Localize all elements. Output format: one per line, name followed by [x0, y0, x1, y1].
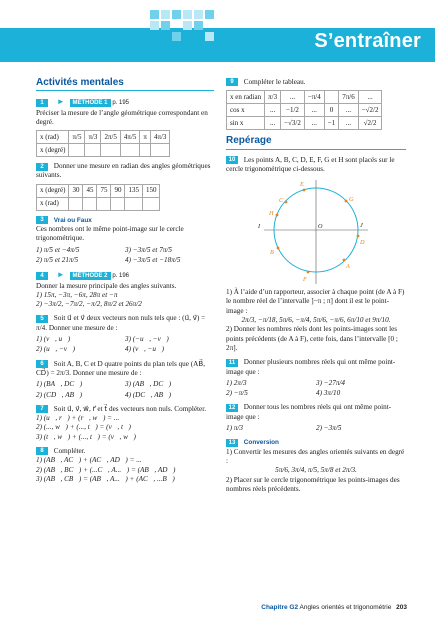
exercise-text: Préciser la mesure de l’angle géométrique correspondant en degré. — [36, 108, 208, 126]
right-column — [226, 78, 406, 494]
exercise-text: Donner tous les nombres réels qui ont même point-image que : — [226, 403, 392, 421]
point-label: F — [303, 276, 307, 284]
cell: π — [140, 131, 151, 144]
arrow-icon: ► — [56, 97, 65, 107]
item: 3) (−u⃗, −v⃗) — [125, 335, 169, 344]
item: 2) (..., w⃗) + (..., t⃗) = (v⃗, t⃗) — [36, 423, 131, 432]
exercise-text: Donner une mesure en radian des angles géométriques suivants. — [36, 162, 211, 180]
trig-circle — [256, 178, 376, 288]
item-grid — [226, 379, 406, 399]
point-label: E — [300, 181, 304, 189]
exercise-number: 1 — [36, 99, 48, 107]
cell: 2π/5 — [101, 131, 120, 144]
empty-cell — [120, 144, 139, 157]
exercise-10 — [226, 156, 406, 354]
cell: 4π/5 — [120, 131, 139, 144]
point-label: A — [346, 263, 350, 271]
exercise-9 — [226, 78, 406, 130]
empty-cell — [140, 144, 151, 157]
row-label: x (rad) — [37, 197, 69, 210]
left-column — [36, 78, 214, 484]
cell — [324, 91, 338, 104]
cell: 150 — [142, 184, 160, 197]
cell: 45 — [83, 184, 97, 197]
exercise-number: 8 — [36, 447, 48, 455]
exercise-text: Soit A, B, C et D quatre points du plan tels que (AB⃗, CD⃗) = 2π/3. Donner une mesure de : — [36, 359, 206, 377]
empty-cell — [69, 197, 83, 210]
cell: ... — [265, 104, 281, 117]
item: 2) (CD⃗, AB⃗) — [36, 390, 82, 399]
cell: 4π/3 — [150, 131, 169, 144]
cell: 30 — [69, 184, 83, 197]
cell: −π/4 — [304, 91, 324, 104]
arrow-icon: ► — [56, 270, 65, 280]
item: 1) (u⃗, r⃗) + (r⃗, w⃗) = ... — [36, 414, 120, 423]
cell: 90 — [111, 184, 125, 197]
row-label: sin x — [227, 117, 265, 130]
exercise-text: Soit u⃗, v⃗, w⃗, r⃗ et t⃗ des vecteurs non nuls. Compléter. — [53, 404, 207, 413]
exercise-12 — [226, 403, 406, 433]
method-badge: MÉTHODE 2 — [70, 272, 111, 280]
question-2: 2) Placer sur le cercle trigonométrique les points-images des nombres réels précédents. — [226, 475, 400, 493]
section-title-reperage: Repérage — [226, 136, 406, 149]
cell: ... — [281, 91, 305, 104]
exercise-text: Donner plusieurs nombres réels qui ont même point-image que : — [226, 358, 396, 376]
exercise-number: 12 — [226, 404, 238, 412]
empty-cell — [142, 197, 160, 210]
question-1: 1) Convertir les mesures des angles orientés suivants en degré : — [226, 447, 405, 465]
question-1: 1) À l’aide d’un rapporteur, associer à chaque point (de A à F) le nombre réel de l’intervalle ]−π ; π] dont il est le point-image : — [226, 288, 405, 315]
table-trig-values — [226, 90, 382, 130]
exercise-number: 2 — [36, 163, 48, 171]
point-label: B — [270, 249, 274, 257]
exercise-5 — [36, 314, 214, 354]
item: 3) (AB⃗, CB⃗) = (AB⃗, A...⃗) + (AC⃗, ...B⃗) — [36, 474, 175, 483]
exercise-number: 13 — [226, 439, 238, 447]
point-label: I — [258, 223, 261, 231]
value-list: 5π/6, 3π/4, π/5, 5π/8 et 2π/3. — [275, 466, 357, 475]
exercise-text: Donner la mesure principale des angles suivants. — [36, 281, 177, 290]
exercise-1 — [36, 97, 214, 157]
item: 1) (AB⃗, AC⃗) + (AC⃗, AD⃗) = ... — [36, 456, 142, 465]
exercise-number: 6 — [36, 360, 48, 368]
exercise-text: Les points A, B, C, D, E, F, G et H sont placés sur le cercle trigonométrique ci-dessous. — [226, 155, 395, 173]
empty-cell — [150, 144, 169, 157]
exercise-number: 9 — [226, 78, 238, 86]
section-title-mental: Activités mentales — [36, 78, 214, 91]
item: 1) π/3 — [226, 424, 243, 433]
cell: ... — [358, 91, 382, 104]
decorative-squares — [150, 10, 220, 62]
item: 3) −27π/4 — [316, 378, 346, 387]
item: 4) 3π/10 — [316, 389, 341, 398]
page-footer — [261, 604, 407, 611]
item: 1) π/5 et −4π/5 — [36, 245, 80, 254]
empty-cell — [125, 197, 143, 210]
cell: ... — [304, 104, 324, 117]
page-title: S’entraîner — [314, 30, 421, 52]
exercise-number: 5 — [36, 315, 48, 323]
item-grid — [36, 246, 214, 266]
empty-cell — [69, 144, 85, 157]
empty-cell — [111, 197, 125, 210]
point-label: G — [349, 196, 354, 204]
item: 1) (BA⃗, DC⃗) — [36, 380, 83, 389]
empty-cell — [101, 144, 120, 157]
point-label: O — [318, 223, 323, 231]
exercise-number: 3 — [36, 216, 48, 224]
item: 3) −3π/5 et 7π/5 — [125, 245, 172, 254]
item-grid — [36, 380, 214, 400]
exercise-subtitle: Conversion — [243, 439, 279, 447]
point-label: H — [269, 210, 274, 218]
exercise-7 — [36, 405, 214, 442]
item-grid — [36, 335, 214, 355]
row-label: x (degré) — [37, 184, 69, 197]
empty-cell — [83, 197, 97, 210]
exercise-2 — [36, 162, 214, 211]
page-reference: p. 196 — [112, 273, 130, 280]
value-list: 2π/3, −π/18, 5π/6, −π/4, 5π/6, −π/6, 6π/10 et 9π/10. — [241, 316, 391, 325]
exercise-6 — [36, 360, 214, 400]
item: 3) (t⃗, w⃗) + (..., t⃗) = (v⃗, w⃗) — [36, 432, 136, 441]
exercise-text: Compléter le tableau. — [243, 78, 306, 86]
exercise-3 — [36, 216, 214, 265]
item: 2) −π/5 — [226, 389, 248, 398]
trig-circle-figure — [256, 178, 376, 288]
method-badge: MÉTHODE 1 — [70, 99, 111, 107]
cell: ... — [339, 117, 358, 130]
exercise-number: 7 — [36, 405, 48, 413]
page-reference: p. 195 — [112, 100, 130, 107]
point-label: J — [360, 222, 363, 230]
page-number: 203 — [396, 604, 407, 611]
exercise-text: Compléter. — [53, 447, 86, 456]
item: 4) (v⃗, −u⃗) — [125, 345, 164, 354]
cell: ... — [339, 104, 358, 117]
exercise-4 — [36, 270, 214, 309]
cell: −1/2 — [281, 104, 305, 117]
row-label: x en radian — [227, 91, 265, 104]
question-2: 2) Donner les nombres réels dont les points-images sont les points précédents (de A à F), cette fois, dans l’intervalle [0 ; 2π]. — [226, 325, 398, 352]
exercise-text: Ces nombres ont le même point-image sur le cercle trigonométrique. — [36, 225, 184, 243]
row-label: cos x — [227, 104, 265, 117]
cell: 7π/6 — [339, 91, 358, 104]
item: 4) (DC⃗, AB⃗) — [125, 390, 171, 399]
empty-cell — [85, 144, 101, 157]
item: 1) 2π/3 — [226, 378, 247, 387]
item: 2) π/5 et 21π/5 — [36, 255, 79, 264]
row-label: x (degré) — [37, 144, 69, 157]
cell: π/5 — [69, 131, 85, 144]
point-label: C — [279, 197, 284, 205]
exercise-8 — [36, 447, 214, 484]
cell: ... — [304, 117, 324, 130]
cell: −√2/2 — [358, 104, 382, 117]
exercise-13 — [226, 438, 406, 494]
exercise-11 — [226, 358, 406, 398]
exercise-text: Soit u⃗ et v⃗ deux vecteurs non nuls tels que : (u⃗, v⃗) = π/4. Donner une mesure de : — [36, 314, 206, 332]
cell: π/3 — [85, 131, 101, 144]
cell: 135 — [125, 184, 143, 197]
item: 2) (AB⃗, BC⃗) + (...C⃗, A...⃗) = (AB⃗, AD⃗) — [36, 465, 176, 474]
item: 3) (AB⃗, DC⃗) — [125, 380, 172, 389]
table-angles-rad — [36, 130, 170, 157]
exercise-subtitle: Vrai ou Faux — [53, 216, 92, 224]
chapter-title: Angles orientés et trigonométrie — [299, 604, 392, 611]
point-label: D — [360, 239, 365, 247]
item: 2) (u⃗, −v⃗) — [36, 345, 75, 354]
item: 1) 15π, −3π, −6π, 28π et −π — [36, 290, 118, 299]
cell: 0 — [324, 104, 338, 117]
exercise-number: 10 — [226, 156, 238, 164]
item: 2) −3π/2, −7π/2, −π/2, 8π/2 et 26π/2 — [36, 300, 142, 309]
cell: π/3 — [265, 91, 281, 104]
cell: √2/2 — [358, 117, 382, 130]
item: 4) −3π/5 et −18π/5 — [125, 255, 181, 264]
cell: ... — [265, 117, 281, 130]
item-grid — [226, 424, 406, 433]
chapter-label: Chapitre G2 — [261, 604, 299, 611]
cell: −1 — [324, 117, 338, 130]
exercise-number: 11 — [226, 359, 238, 367]
row-label: x (rad) — [37, 131, 69, 144]
item: 1) (v⃗, u⃗) — [36, 335, 71, 344]
table-angles-deg — [36, 184, 160, 211]
cell: 75 — [97, 184, 111, 197]
empty-cell — [97, 197, 111, 210]
cell: −√3/2 — [281, 117, 305, 130]
item: 2) −3π/5 — [316, 424, 342, 433]
exercise-number: 4 — [36, 272, 48, 280]
